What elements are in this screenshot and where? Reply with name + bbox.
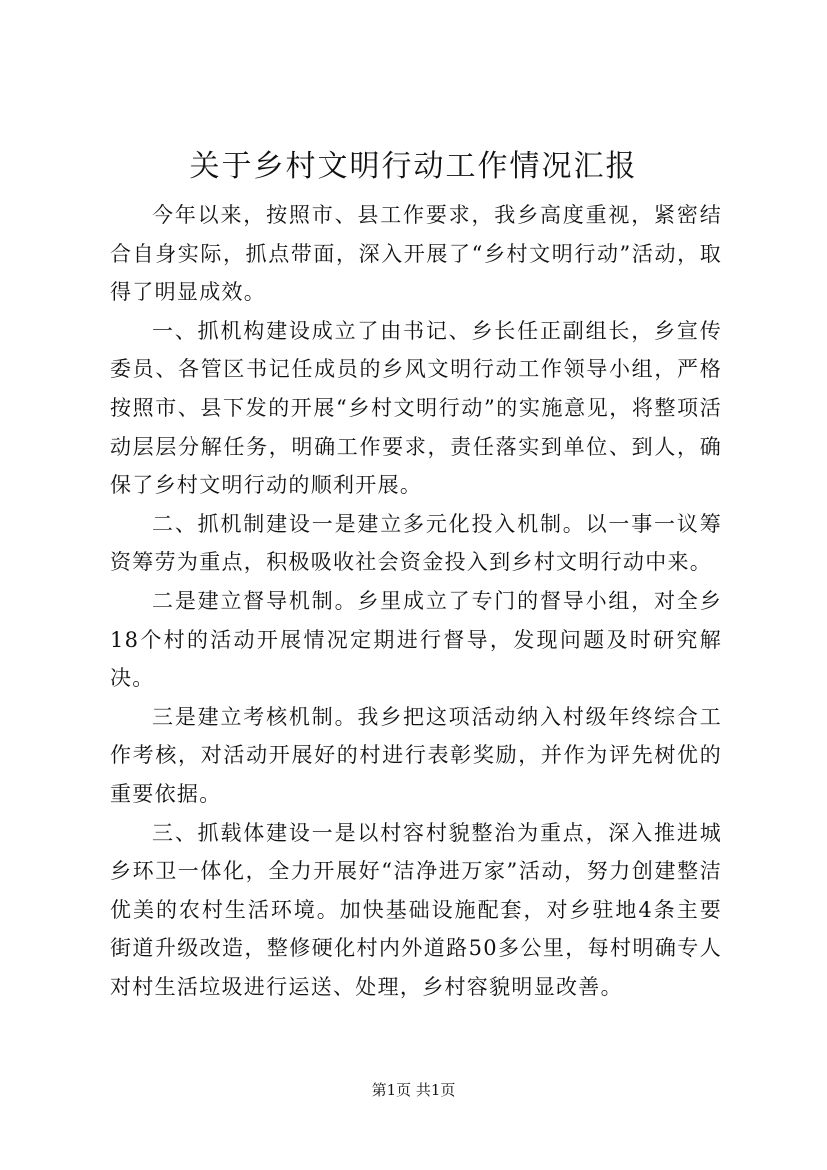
document-title: 关于乡村文明行动工作情况汇报	[189, 149, 638, 184]
paragraph-mechanism-assessment: 三是建立考核机制。我乡把这项活动纳入村级年终综合工作考核，对活动开展好的村进行表彰奖励，并作为评先树优的重要依据。	[110, 704, 722, 806]
paragraph-mechanism-supervision: 二是建立督导机制。乡里成立了专门的督导小组，对全乡18个村的活动开展情况定期进行督导，发现问题及时研究解决。	[110, 588, 722, 691]
paragraph-organization: 一、抓机构建设成立了由书记、乡长任正副组长，乡宣传委员、各管区书记任成员的乡风文明行动工作领导小组，严格按照市、县下发的开展“乡村文明行动”的实施意见，将整项活动层层分解任务，明确工作要求，责任落实到单位、到人，确保了乡村文明行动的顺利开展。	[110, 318, 722, 498]
document-body	[110, 196, 722, 1006]
page-footer: 第1页 共1页	[371, 1081, 456, 1099]
paragraph-carrier-construction: 三、抓载体建设一是以村容村貌整治为重点，深入推进城乡环卫一体化，全力开展好“洁净进万家”活动，努力创建整洁优美的农村生活环境。加快基础设施配套，对乡驻地4条主要街道升级改造，整修硬化村内外道路50多公里，每村明确专人对村生活垃圾进行运送、处理，乡村容貌明显改善。	[110, 820, 722, 999]
paragraph-mechanism-investment: 二、抓机制建设一是建立多元化投入机制。以一事一议筹资筹劳为重点，积极吸收社会资金投入到乡村文明行动中来。	[110, 511, 722, 575]
paragraph-intro: 今年以来，按照市、县工作要求，我乡高度重视，紧密结合自身实际，抓点带面，深入开展了“乡村文明行动”活动，取得了明显成效。	[110, 203, 722, 305]
